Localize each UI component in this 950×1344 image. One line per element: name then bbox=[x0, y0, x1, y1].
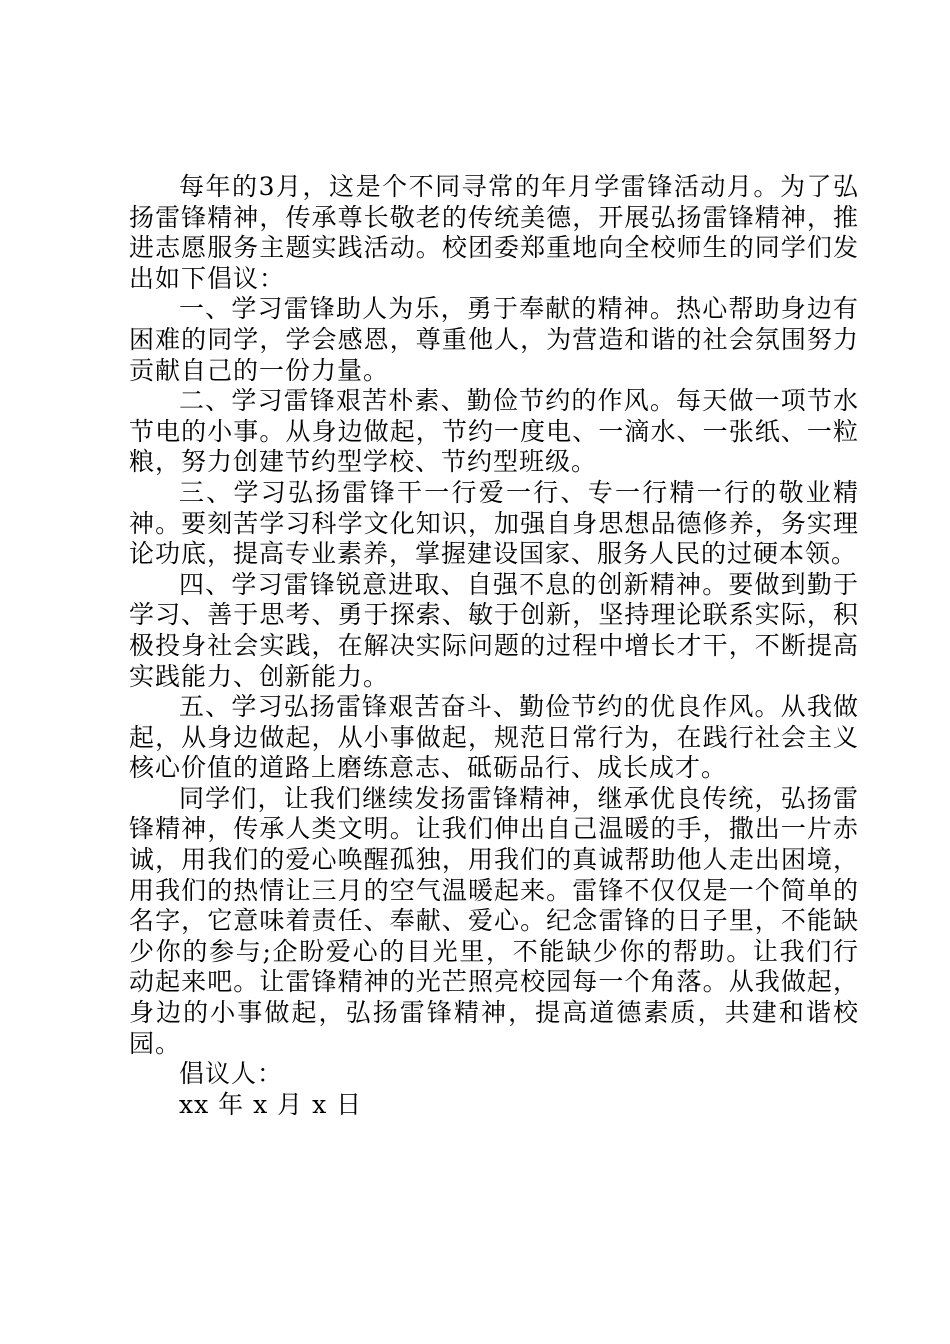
proposal-item-3: 三、学习弘扬雷锋干一行爱一行、专一行精一行的敬业精神。要刻苦学习科学文化知识，加强自身思想品德修养，务实理论功底，提高专业素养，掌握建设国家、服务人民的过硬本领。 bbox=[129, 477, 859, 569]
closing-paragraph: 同学们，让我们继续发扬雷锋精神，继承优良传统，弘扬雷锋精神，传承人类文明。让我们伸出自己温暖的手，撒出一片赤诚，用我们的爱心唤醒孤独，用我们的真诚帮助他人走出困境，用我们的热情让三月的空气温暖起来。雷锋不仅仅是一个简单的名字，它意味着责任、奉献、爱心。纪念雷锋的日子里，不能缺少你的参与;企盼爱心的目光里，不能缺少你的帮助。让我们行动起来吧。让雷锋精神的光芒照亮校园每一个角落。从我做起，身边的小事做起，弘扬雷锋精神，提高道德素质，共建和谐校园。 bbox=[129, 783, 859, 1058]
intro-paragraph: 每年的3月，这是个不同寻常的年月学雷锋活动月。为了弘扬雷锋精神，传承尊长敬老的传统美德，开展弘扬雷锋精神，推进志愿服务主题实践活动。校团委郑重地向全校师生的同学们发出如下倡议： bbox=[129, 172, 859, 293]
proposal-item-2: 二、学习雷锋艰苦朴素、勤俭节约的作风。每天做一项节水节电的小事。从身边做起，节约一度电、一滴水、一张纸、一粒粮，努力创建节约型学校、节约型班级。 bbox=[129, 386, 859, 477]
signature-label: 倡议人： bbox=[179, 1059, 284, 1089]
proposal-item-5: 五、学习弘扬雷锋艰苦奋斗、勤俭节约的优良作风。从我做起，从身边做起，从小事做起，规范日常行为，在践行社会主义核心价值的道路上磨练意志、砥砺品行、成长成才。 bbox=[129, 692, 859, 783]
date-line: xx 年 x 月 x 日 bbox=[179, 1089, 363, 1119]
proposal-item-1: 一、学习雷锋助人为乐，勇于奉献的精神。热心帮助身边有困难的同学，学会感恩，尊重他人，为营造和谐的社会氛围努力贡献自己的一份力量。 bbox=[129, 294, 859, 385]
document-body bbox=[129, 172, 859, 1120]
proposal-item-4: 四、学习雷锋锐意进取、自强不息的创新精神。要做到勤于学习、善于思考、勇于探索、敏于创新，坚持理论联系实际，积极投身社会实践，在解决实际问题的过程中增长才干，不断提高实践能力、创新能力。 bbox=[129, 569, 859, 691]
